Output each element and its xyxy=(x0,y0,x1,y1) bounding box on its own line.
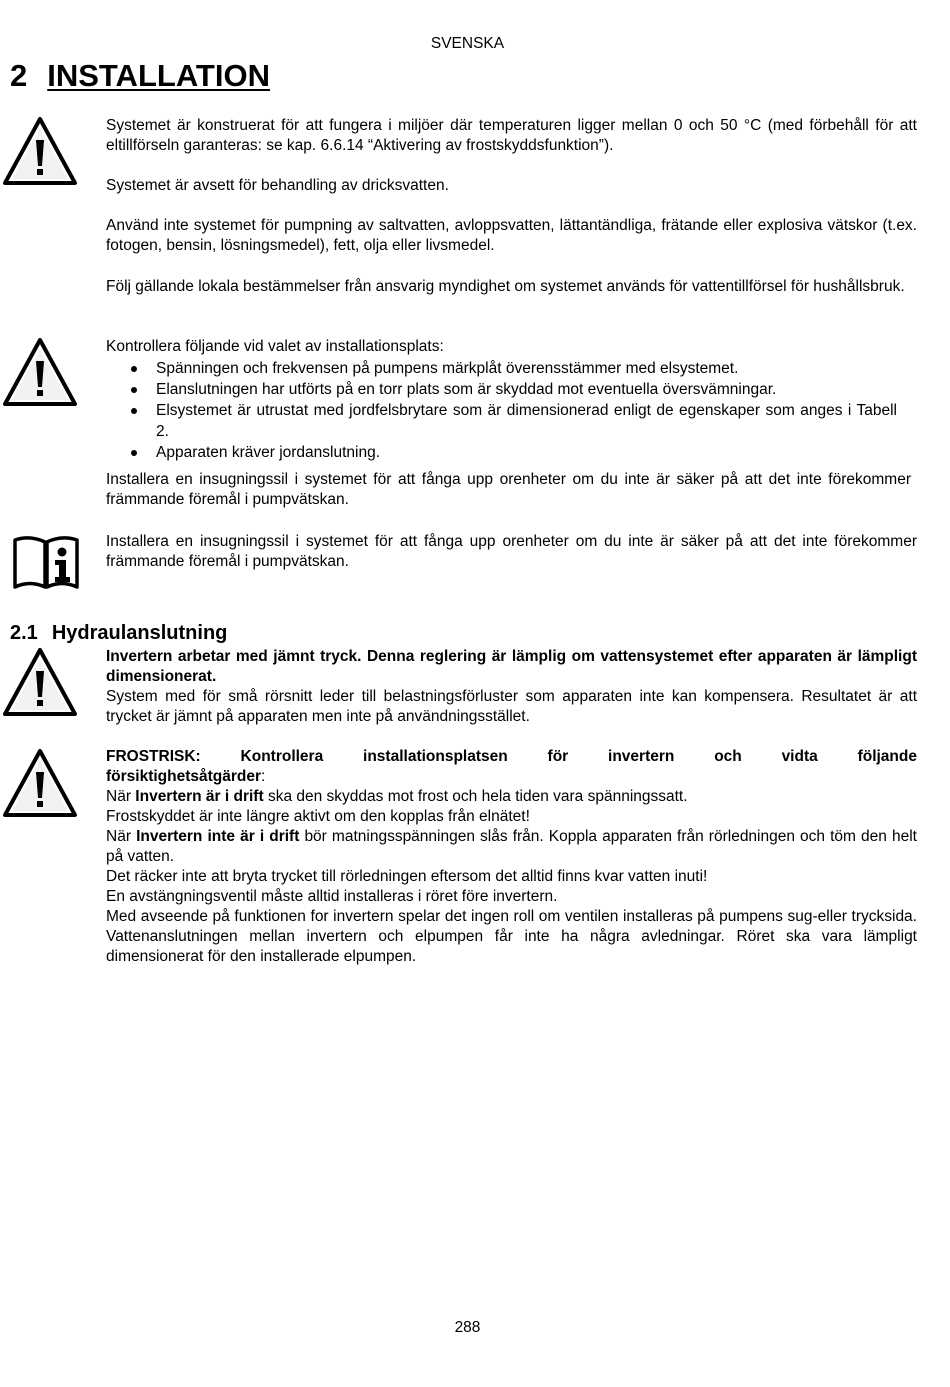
warning-icon xyxy=(2,116,78,186)
frost-section xyxy=(106,747,917,967)
intro-paragraph-3: Använd inte systemet för pumpning av saltvatten, avloppsvatten, lättantändliga, frätande eller explosiva vätskor (t.ex. fotogen, bensin, lösningsmedel), fett, olja eller livsmedel. xyxy=(106,217,917,254)
header-language: SVENSKA xyxy=(430,35,505,52)
frost-line-4: Det räcker inte att bryta trycket till rörledningen eftersom det alltid finns kvar vatten inuti! xyxy=(106,868,708,885)
checklist xyxy=(106,358,917,463)
frost-line-1: När Invertern är i drift ska den skyddas mot frost och hela tiden vara spänningssatt. xyxy=(106,788,688,805)
hydraulic-bold-lead: Invertern arbetar med jämnt tryck. Denna reglering är lämplig om vattensystemet efter apparaten är lämpligt dimensionerat. xyxy=(106,648,917,685)
frost-line-3: När Invertern inte är i drift bör matningsspänningen slås från. Koppla apparaten från rörledningen och töm den helt på vatten. xyxy=(106,828,917,865)
subsection-title: Hydraulanslutning xyxy=(51,622,228,644)
intro-paragraph-4: Följ gällande lokala bestämmelser från ansvarig myndighet om systemet används för vattentillförsel för hushållsbruk. xyxy=(106,278,905,295)
intro-paragraph-1: Systemet är konstruerat för att fungera i miljöer där temperaturen ligger mellan 0 och 50 °C (med förbehåll för att eltillförseln garanteras: se kap. 6.6.14 “Aktivering av frostskyddsfunktion”). xyxy=(106,117,917,154)
subsection-heading xyxy=(10,622,227,645)
checklist-after: Installera en insugningssil i systemet för att fånga upp orenheter om du inte är säker på att det inte förekommer främmande föremål i pumpvätskan. xyxy=(106,471,911,508)
list-item: Elsystemet är utrustat med jordfelsbrytare som är dimensionerad enligt de egenskaper som anges i Tabell 2. xyxy=(106,400,917,442)
info-note: Installera en insugningssil i systemet för att fånga upp orenheter om du inte är säker på att det inte förekommer främmande föremål i pumpvätskan. xyxy=(106,533,917,570)
page-number: 288 xyxy=(454,1319,481,1336)
section-number: 2 xyxy=(10,58,28,93)
frost-line-5: En avstängningsventil måste alltid installeras i röret före invertern. xyxy=(106,888,558,905)
warning-icon xyxy=(2,337,78,407)
frost-heading-line2: försiktighetsåtgärder: xyxy=(106,768,266,785)
hydraulic-text: System med för små rörsnitt leder till belastningsförluster som apparaten inte kan kompensera. Resultatet är att trycket är jämnt på apparaten men inte på användningsstället. xyxy=(106,688,917,725)
list-item: Spänningen och frekvensen på pumpens märkplåt överensstämmer med elsystemet. xyxy=(106,358,917,379)
warning-icon xyxy=(2,748,78,818)
frost-line-2: Frostskyddet är inte längre aktivt om den kopplas från elnätet! xyxy=(106,808,530,825)
warning-icon xyxy=(2,647,78,717)
list-item: Apparaten kräver jordanslutning. xyxy=(106,442,917,463)
hydraulic-section xyxy=(106,647,917,727)
subsection-number: 2.1 xyxy=(10,622,38,644)
section-title: INSTALLATION xyxy=(47,58,270,93)
checklist-intro: Kontrollera följande vid valet av installationsplats: xyxy=(106,338,444,355)
frost-line-6: Med avseende på funktionen for invertern spelar det ingen roll om ventilen installeras på pumpens sug-eller trycksida. Vattenanslutningen mellan invertern och elpumpen får inte ha några avledningar. Röret ska vara lämpligt dimensionerat för den installerade elpumpen. xyxy=(106,908,917,965)
list-item: Elanslutningen har utförts på en torr plats som är skyddad mot eventuella översvämningar. xyxy=(106,379,917,400)
info-manual-icon xyxy=(12,534,80,590)
section-heading xyxy=(10,58,270,94)
frost-heading-line1: FROSTRISK: Kontrollera installationsplatsen för invertern och vidta följande xyxy=(106,748,917,765)
intro-paragraph-2: Systemet är avsett för behandling av dricksvatten. xyxy=(106,177,449,194)
